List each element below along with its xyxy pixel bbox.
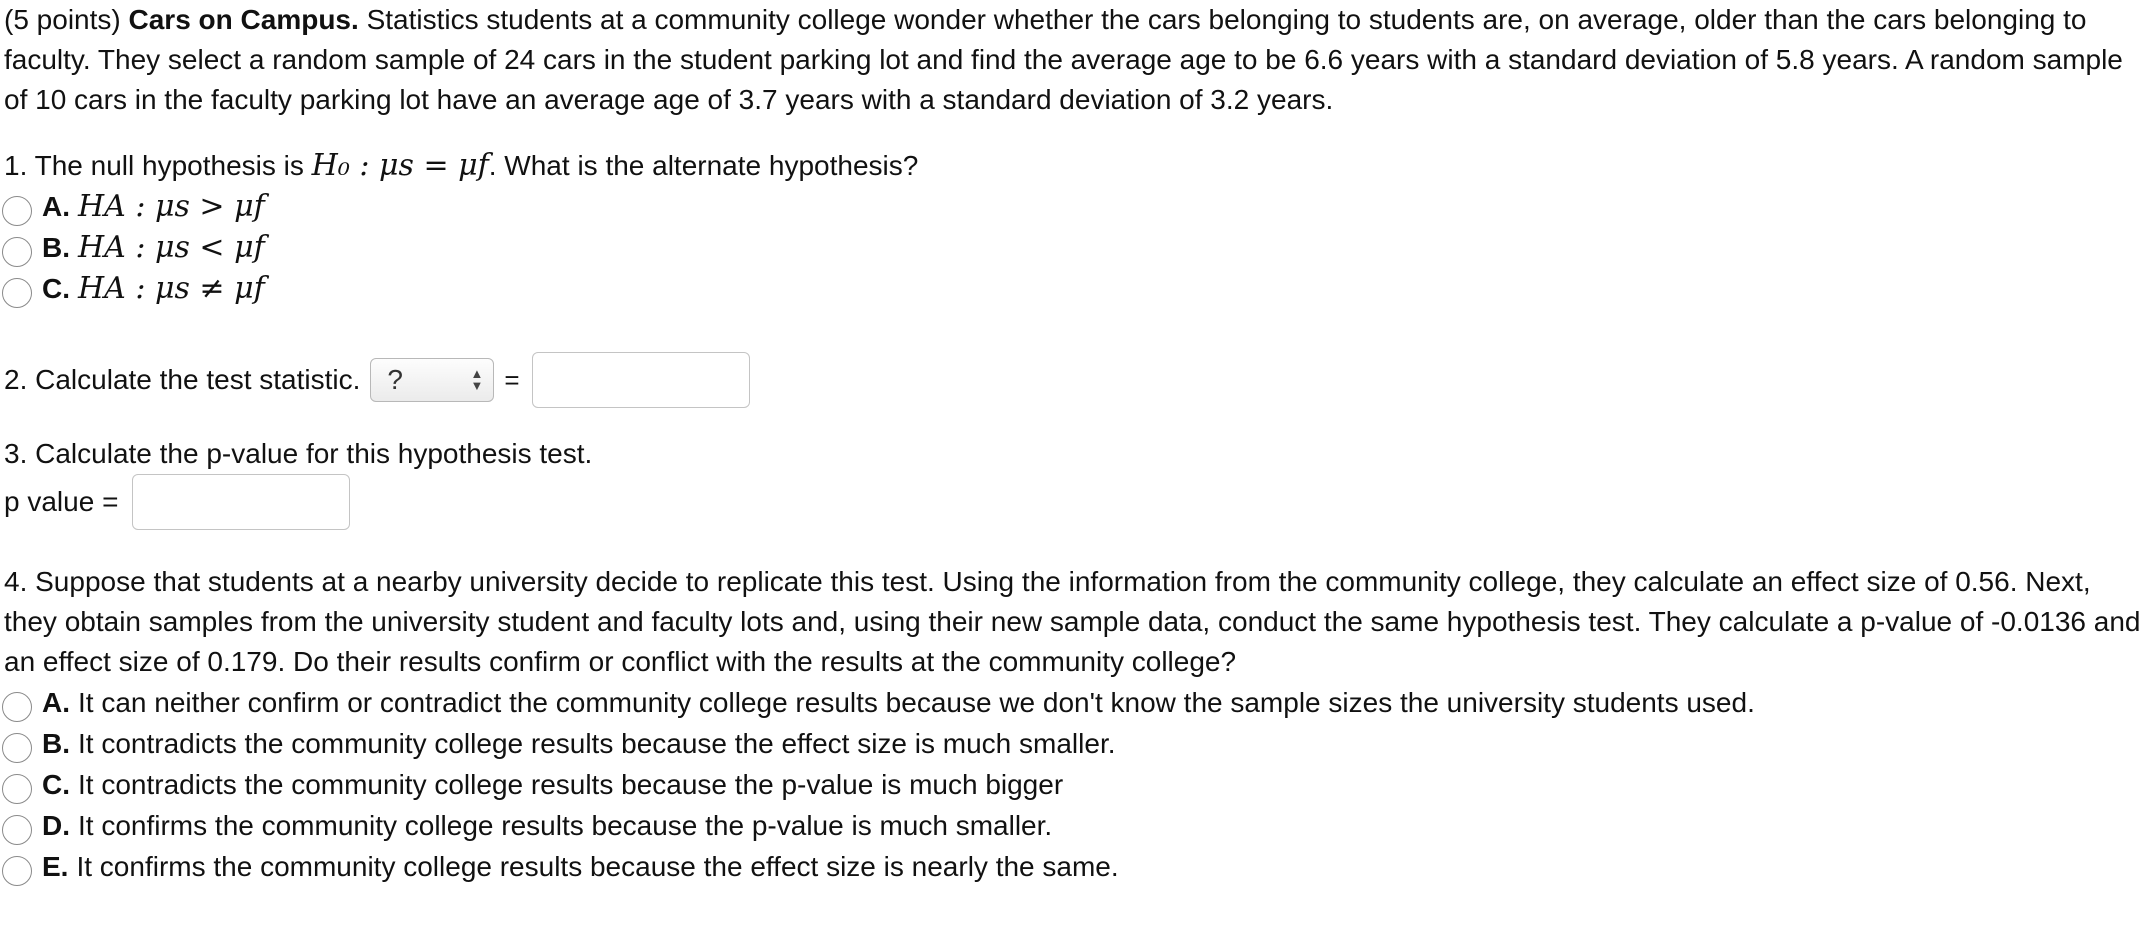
test-statistic-select-value: ?	[387, 364, 403, 395]
pvalue-input[interactable]	[132, 474, 350, 530]
q4-option-b-letter: B.	[42, 727, 70, 759]
q1-option-c-radio[interactable]	[2, 278, 32, 308]
pvalue-row	[4, 474, 350, 530]
problem-container	[4, 0, 2144, 882]
q1-option-b-radio[interactable]	[2, 237, 32, 267]
pvalue-label: p value =	[4, 486, 119, 517]
q4-option-a-text: It can neither confirm or contradict the community college results because we don't know the sample sizes the university students used.	[78, 686, 1755, 718]
q1-option-a[interactable]	[4, 186, 265, 227]
q2-equals: =	[504, 364, 520, 395]
q1-prefix: 1. The null hypothesis is	[4, 150, 304, 181]
q1-option-b-letter: B.	[42, 231, 70, 263]
q4-option-e[interactable]	[4, 846, 1755, 887]
q4-option-a[interactable]	[4, 682, 1755, 723]
q1-null-hypothesis: H₀ : μs = μf	[311, 148, 489, 183]
question-3: 3. Calculate the p-value for this hypothesis test.	[4, 438, 593, 469]
problem-title: Cars on Campus.	[128, 4, 359, 35]
q4-option-d-text: It confirms the community college results because the p-value is much smaller.	[78, 809, 1053, 841]
q4-option-b-radio[interactable]	[2, 733, 32, 763]
q4-option-a-radio[interactable]	[2, 692, 32, 722]
q1-option-c-math: HA : μs ≠ μf	[78, 271, 265, 306]
q4-options	[4, 682, 1755, 887]
q1-options	[4, 186, 265, 309]
q1-option-a-letter: A.	[42, 190, 70, 222]
q4-option-b-text: It contradicts the community college results because the effect size is much smaller.	[78, 727, 1116, 759]
question-4: 4. Suppose that students at a nearby university decide to replicate this test. Using the information from the community college, they calculate an effect size of 0.56. Next, they obtain samples from the university student and faculty lots and, using their new sample data, conduct the same hypothesis test. They calculate a p-value of -0.0136 and an effect size of 0.179. Do their results confirm or conflict with the results at the community college?	[4, 566, 2141, 677]
question-1	[4, 146, 918, 186]
q4-option-e-letter: E.	[42, 850, 69, 882]
q1-option-b-math: HA : μs < μf	[78, 230, 265, 265]
q4-option-b[interactable]	[4, 723, 1755, 764]
problem-intro	[4, 0, 2144, 120]
q4-option-e-radio[interactable]	[2, 856, 32, 886]
q2-label: 2. Calculate the test statistic.	[4, 364, 361, 395]
q4-option-c-letter: C.	[42, 768, 70, 800]
question-2	[4, 352, 750, 408]
points-label: (5 points)	[4, 4, 121, 35]
test-statistic-input[interactable]	[532, 352, 750, 408]
q1-suffix: . What is the alternate hypothesis?	[488, 150, 919, 181]
q4-option-c-text: It contradicts the community college results because the p-value is much bigger	[78, 768, 1064, 800]
q4-option-d[interactable]	[4, 805, 1755, 846]
q1-option-a-math: HA : μs > μf	[78, 189, 265, 224]
q4-option-d-letter: D.	[42, 809, 70, 841]
problem-intro-text: Statistics students at a community college wonder whether the cars belonging to students are, on average, older than the cars belonging to faculty. They select a random sample of 24 cars in the student parking lot and find the average age to be 6.6 years with a standard deviation of 5.8 years. A random sample of 10 cars in the faculty parking lot have an average age of 3.7 years with a standard deviation of 3.2 years.	[4, 4, 2123, 115]
q1-option-c[interactable]	[4, 268, 265, 309]
test-statistic-select[interactable]	[370, 358, 494, 402]
q4-option-c-radio[interactable]	[2, 774, 32, 804]
q1-option-b[interactable]	[4, 227, 265, 268]
q4-option-c[interactable]	[4, 764, 1755, 805]
q4-option-d-radio[interactable]	[2, 815, 32, 845]
q4-option-e-text: It confirms the community college results because the effect size is nearly the same.	[76, 850, 1119, 882]
q4-option-a-letter: A.	[42, 686, 70, 718]
q1-option-a-radio[interactable]	[2, 196, 32, 226]
q1-option-c-letter: C.	[42, 272, 70, 304]
select-arrows-icon: ▲ ▼	[470, 366, 484, 393]
